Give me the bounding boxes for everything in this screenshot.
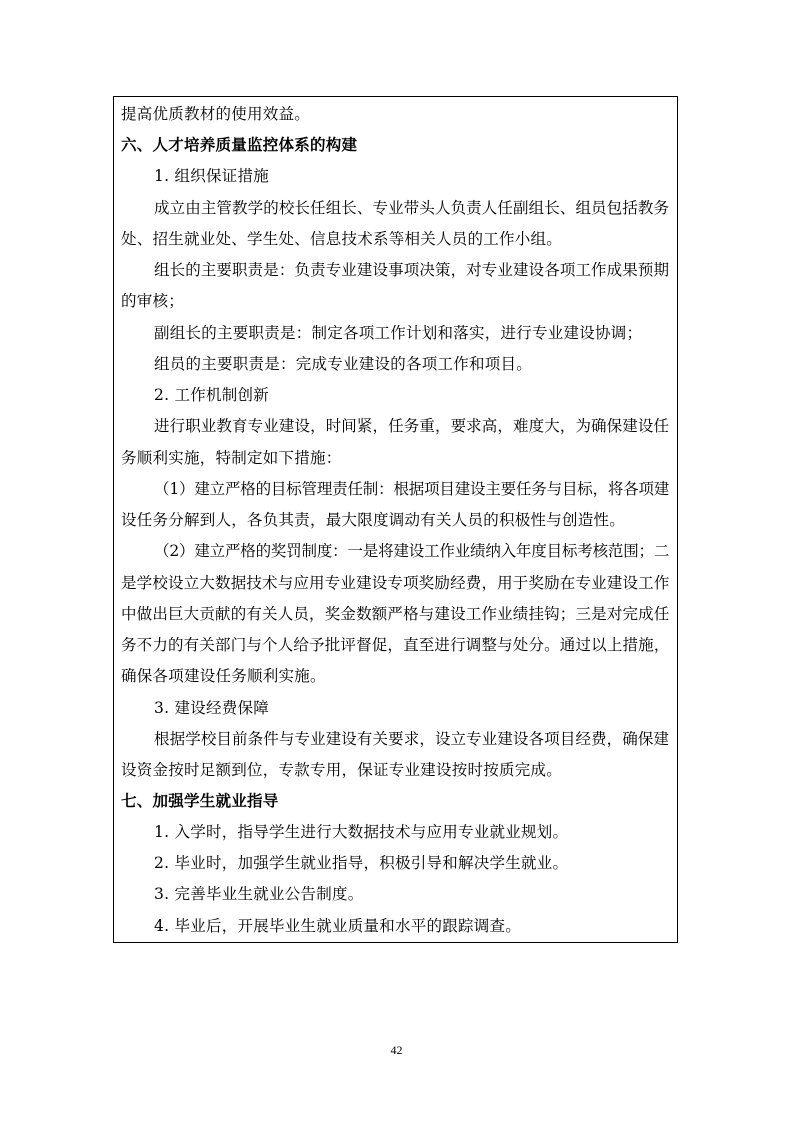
paragraph-line: 根据学校目前条件与专业建设有关要求，设立专业建设各项目经费，确保建 xyxy=(154,730,670,748)
content-table-cell xyxy=(113,96,678,943)
section-heading: 七、加强学生就业指导 xyxy=(121,792,279,810)
section-heading: 六、人才培养质量监控体系的构建 xyxy=(121,136,358,154)
subsection-heading: 2. 工作机制创新 xyxy=(154,386,269,404)
list-item: 1. 入学时，指导学生进行大数据技术与应用专业就业规划。 xyxy=(154,823,569,841)
paragraph-line: 务顺利实施，特制定如下措施： xyxy=(121,449,342,467)
paragraph-line: （1）建立严格的目标管理责任制：根据项目建设主要任务与目标，将各项建 xyxy=(154,480,670,498)
paragraph-line: 务不力的有关部门与个人给予批评督促，直至进行调整与处分。通过以上措施， xyxy=(121,636,670,654)
paragraph-line: 是学校设立大数据技术与应用专业建设专项奖励经费，用于奖励在专业建设工作 xyxy=(121,574,670,592)
paragraph-line: 提高优质教材的使用效益。 xyxy=(121,105,311,123)
paragraph-line: （2）建立严格的奖罚制度：一是将建设工作业绩纳入年度目标考核范围；二 xyxy=(154,542,670,560)
paragraph-line: 中做出巨大贡献的有关人员，奖金数额严格与建设工作业绩挂钩；三是对完成任 xyxy=(121,605,670,623)
paragraph-line: 的审核； xyxy=(121,292,185,310)
paragraph-line: 组员的主要职责是：完成专业建设的各项工作和项目。 xyxy=(154,355,533,373)
paragraph-line: 设任务分解到人，各负其责，最大限度调动有关人员的积极性与创造性。 xyxy=(121,511,626,529)
paragraph-line: 确保各项建设任务顺利实施。 xyxy=(121,667,326,685)
paragraph-line: 设资金按时足额到位，专款专用，保证专业建设按时按质完成。 xyxy=(121,761,563,779)
paragraph-line: 处、招生就业处、学生处、信息技术系等相关人员的工作小组。 xyxy=(121,230,563,248)
paragraph-line: 成立由主管教学的校长任组长、专业带头人负责人任副组长、组员包括教务 xyxy=(154,199,670,217)
paragraph-line: 副组长的主要职责是：制定各项工作计划和落实，进行专业建设协调； xyxy=(154,324,643,342)
list-item: 2. 毕业时，加强学生就业指导，积极引导和解决学生就业。 xyxy=(154,854,569,872)
subsection-heading: 1. 组织保证措施 xyxy=(154,167,269,185)
page-number: 42 xyxy=(390,1043,403,1057)
list-item: 4. 毕业后，开展毕业生就业质量和水平的跟踪调查。 xyxy=(154,917,521,935)
list-item: 3. 完善毕业生就业公告制度。 xyxy=(154,885,364,903)
paragraph-line: 进行职业教育专业建设，时间紧，任务重，要求高，难度大，为确保建设任 xyxy=(154,417,670,435)
subsection-heading: 3. 建设经费保障 xyxy=(154,699,269,717)
paragraph-line: 组长的主要职责是：负责专业建设事项决策，对专业建设各项工作成果预期 xyxy=(154,261,670,279)
